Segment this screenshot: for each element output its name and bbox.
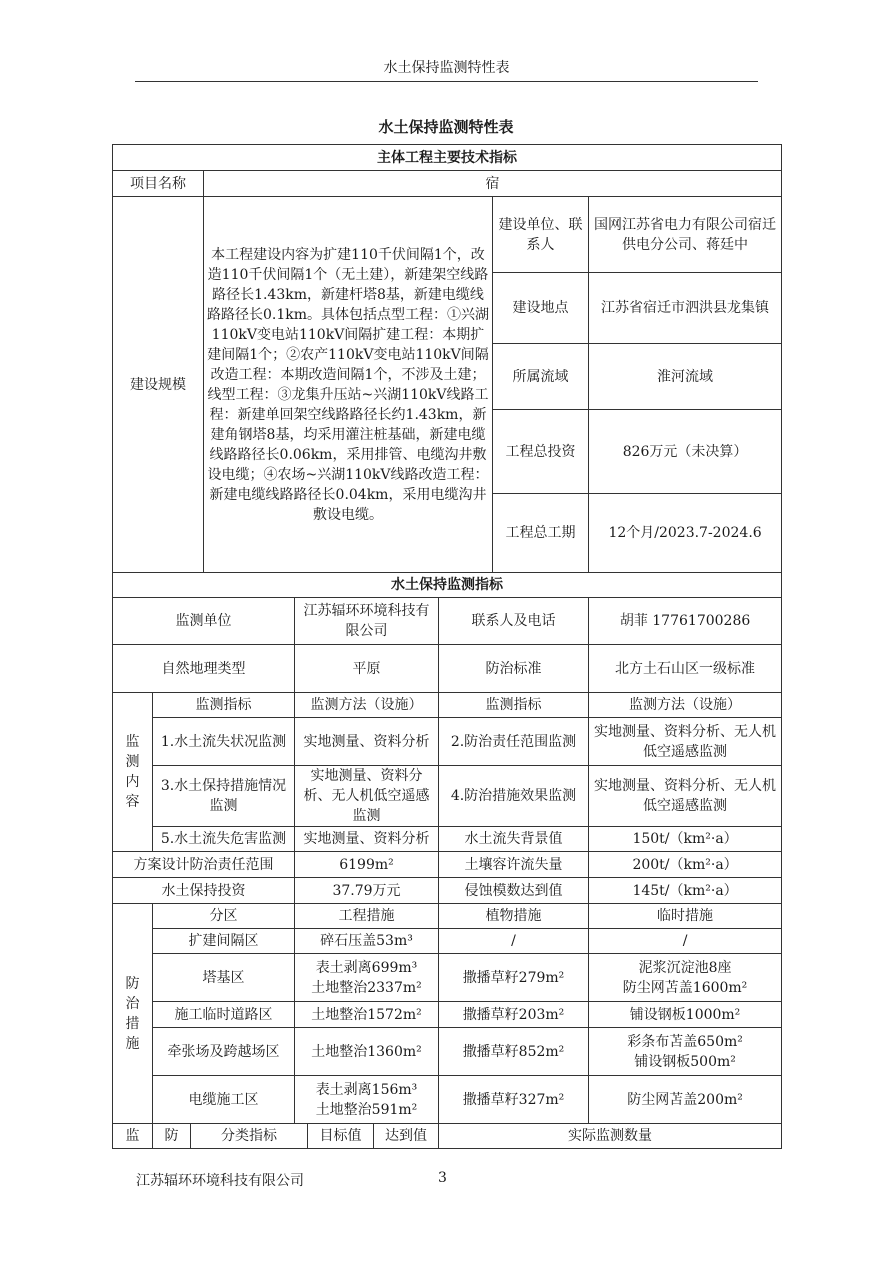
standard-label: 防治标准 [439, 645, 589, 693]
geography-value: 平原 [295, 645, 439, 693]
method-header-1: 监测方法（设施） [295, 693, 439, 718]
erosion-modulus-label: 侵蚀模数达到值 [439, 878, 589, 904]
section2-heading-row [113, 573, 782, 598]
indicator-cell: 3.水土保持措施情况监测 [153, 766, 295, 827]
method-cell: 实地测量、资料分析 [295, 827, 439, 852]
page-number: 3 [438, 1170, 447, 1186]
plant-cell: / [439, 929, 589, 954]
measure-row [113, 954, 782, 1002]
zone-cell: 施工临时道路区 [153, 1002, 295, 1028]
last-row-category: 分类指标 [191, 1124, 308, 1149]
measure-row [113, 1028, 782, 1076]
allowable-loss-label: 土壤容许流失量 [439, 852, 589, 878]
monitor-content-label: 监 测 内 容 [113, 693, 153, 852]
running-header-title: 水土保持监测特性表 [383, 60, 510, 76]
temporary-header: 临时措施 [589, 904, 782, 929]
method-cell: 实地测量、资料分析 [295, 718, 439, 766]
engineering-cell: 土地整治1572m² [295, 1002, 439, 1028]
engineering-header: 工程措施 [295, 904, 439, 929]
indicator-cell: 5.水土流失危害监测 [153, 827, 295, 852]
location-value: 江苏省宿迁市泗洪县龙集镇 [589, 273, 782, 344]
contact-value: 胡菲 17761700286 [589, 598, 782, 645]
zone-cell: 牵张场及跨越场区 [153, 1028, 295, 1076]
monitor-unit-label: 监测单位 [113, 598, 295, 645]
location-label: 建设地点 [493, 273, 589, 344]
section1-heading-row [113, 145, 782, 171]
indicator-cell: 1.水土流失状况监测 [153, 718, 295, 766]
footer-company: 江苏辐环环境科技有限公司 [136, 1173, 304, 1189]
contact-label: 联系人及电话 [439, 598, 589, 645]
measure-row [113, 1002, 782, 1028]
geography-label: 自然地理类型 [113, 645, 295, 693]
period-value: 12个月/2023.7-2024.6 [589, 494, 782, 573]
indicator-cell: 水土流失背景值 [439, 827, 589, 852]
temporary-cell: 铺设钢板1000m² [589, 1002, 782, 1028]
section1-heading: 主体工程主要技术指标 [113, 145, 782, 171]
temporary-cell: 防尘网苫盖200m² [589, 1076, 782, 1124]
last-row-target [308, 1124, 439, 1149]
project-name-label: 项目名称 [113, 171, 204, 197]
running-header [135, 56, 758, 82]
last-row-actual: 实际监测数量 [439, 1124, 782, 1149]
zone-cell: 扩建间隔区 [153, 929, 295, 954]
project-name-value: 宿 [204, 171, 782, 197]
method-cell: 实地测量、资料分析、无人机低空遥感监测 [295, 766, 439, 827]
plant-cell: 撒播草籽279m² [439, 954, 589, 1002]
basin-label: 所属流域 [493, 344, 589, 410]
scope-value: 6199m² [295, 852, 439, 878]
method-cell: 实地测量、资料分析、无人机低空遥感监测 [589, 766, 782, 827]
method-header-2: 监测方法（设施） [589, 693, 782, 718]
method-cell: 实地测量、资料分析、无人机低空遥感监测 [589, 718, 782, 766]
indicator-cell: 4.防治措施效果监测 [439, 766, 589, 827]
indicator-cell: 2.防治责任范围监测 [439, 718, 589, 766]
scale-row-1 [113, 197, 782, 273]
zone-header: 分区 [153, 904, 295, 929]
engineering-cell: 表土剥离699m³ 土地整治2337m² [295, 954, 439, 1002]
monitor-content-header-row [113, 693, 782, 718]
achieved-value-label: 达到值 [385, 1128, 427, 1144]
measures-header-row [113, 904, 782, 929]
last-row [113, 1124, 782, 1149]
temporary-cell: 彩条布苫盖650m² 铺设钢板500m² [589, 1028, 782, 1076]
builder-label: 建设单位、联系人 [493, 197, 589, 273]
temporary-cell: / [589, 929, 782, 954]
measures-label: 防 治 措 施 [113, 904, 153, 1124]
wsc-investment-value: 37.79万元 [295, 878, 439, 904]
period-label: 工程总工期 [493, 494, 589, 573]
measure-row [113, 1076, 782, 1124]
basin-value: 淮河流域 [589, 344, 782, 410]
monitor-unit-value: 江苏辐环环境科技有限公司 [295, 598, 439, 645]
allowable-loss-value: 200t/（km²·a） [589, 852, 782, 878]
investment-value: 826万元（未决算） [589, 410, 782, 494]
engineering-cell: 碎石压盖53m³ [295, 929, 439, 954]
scale-description: 本工程建设内容为扩建110千伏间隔1个，改造110千伏间隔1个（无土建），新建架空线路路径长1.43km，新建杆塔8基，新建电缆线路路径长0.1km。具体包括点型工程：①兴湖110kV变电站110kV间隔扩建工程：本期扩建间隔1个；②农产110kV变电站110kV间隔改造工程：本期改造间隔1个，不涉及土建；线型工程：③龙集升压站~兴湖110kV线路工程：新建单回架空线路路径长约1.43km，新建角钢塔8基，均采用灌注桩基础，新建电缆线路路径长0.06km，采用排管、电缆沟井敷设电缆；④农场~兴湖110kV线路改造工程：新建电缆线路路径长0.04km，采用电缆沟井敷设电缆。 [204, 197, 493, 573]
standard-value: 北方土石山区一级标准 [589, 645, 782, 693]
monitor-content-row [113, 718, 782, 766]
engineering-cell: 土地整治1360m² [295, 1028, 439, 1076]
indicator-header-2: 监测指标 [439, 693, 589, 718]
scale-label: 建设规模 [113, 197, 204, 573]
last-row-prevent: 防 [153, 1124, 191, 1149]
erosion-modulus-value: 145t/（km²·a） [589, 878, 782, 904]
monitor-content-row [113, 766, 782, 827]
measure-row [113, 929, 782, 954]
plant-header: 植物措施 [439, 904, 589, 929]
plant-cell: 撒播草籽203m² [439, 1002, 589, 1028]
scope-row [113, 852, 782, 878]
section2-heading: 水土保持监测指标 [113, 573, 782, 598]
zone-cell: 塔基区 [153, 954, 295, 1002]
monitor-unit-row [113, 598, 782, 645]
engineering-cell: 表土剥离156m³ 土地整治591m² [295, 1076, 439, 1124]
indicator-header-1: 监测指标 [153, 693, 295, 718]
scope-label: 方案设计防治责任范围 [113, 852, 295, 878]
zone-cell: 电缆施工区 [153, 1076, 295, 1124]
temporary-cell: 泥浆沉淀池8座 防尘网苫盖1600m² [589, 954, 782, 1002]
plant-cell: 撒播草籽852m² [439, 1028, 589, 1076]
target-value-label: 目标值 [308, 1124, 374, 1148]
document-title: 水土保持监测特性表 [378, 118, 514, 136]
investment-row [113, 878, 782, 904]
geography-row [113, 645, 782, 693]
project-name-row [113, 171, 782, 197]
builder-value: 国网江苏省电力有限公司宿迁供电分公司、蒋廷中 [589, 197, 782, 273]
monitoring-characteristics-table [112, 144, 782, 1149]
investment-label: 工程总投资 [493, 410, 589, 494]
monitor-content-row [113, 827, 782, 852]
plant-cell: 撒播草籽327m² [439, 1076, 589, 1124]
last-row-monitor: 监 [113, 1124, 153, 1149]
wsc-investment-label: 水土保持投资 [113, 878, 295, 904]
method-cell: 150t/（km²·a） [589, 827, 782, 852]
